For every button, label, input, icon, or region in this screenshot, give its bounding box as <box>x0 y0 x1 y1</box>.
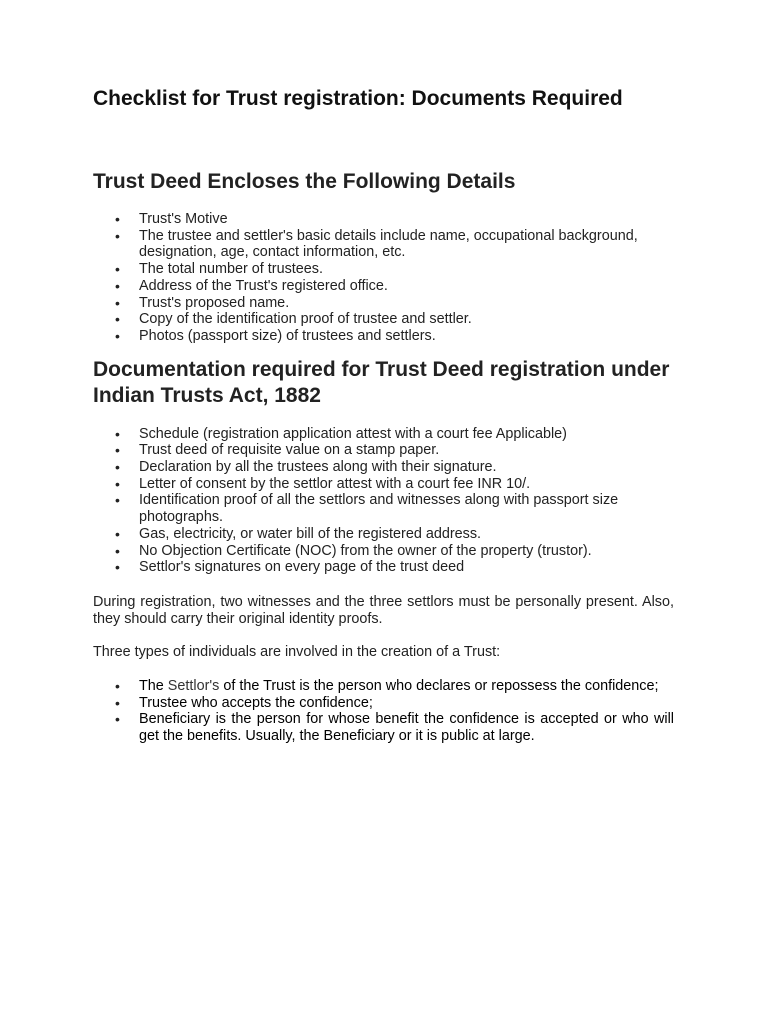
individual-types-list <box>93 678 674 745</box>
list-item: • Settlor's signatures on every page of the trust deed <box>139 559 674 576</box>
list-item: • Gas, electricity, or water bill of the registered address. <box>139 526 674 543</box>
list-item: • No Objection Certificate (NOC) from the owner of the property (trustor). <box>139 543 674 560</box>
individual-types-paragraph: Three types of individuals are involved in the creation of a Trust: <box>93 644 501 661</box>
list-item: • Trust's Motive <box>139 211 674 228</box>
list-item-trustee: • Trustee who accepts the confidence; <box>139 695 674 712</box>
list-item: • Identification proof of all the settlors and witnesses along with passport size photographs. <box>139 492 674 525</box>
list-item: • Trust's proposed name. <box>139 295 674 312</box>
section-heading-trust-deed-details: Trust Deed Encloses the Following Details <box>93 170 516 193</box>
settlor-link[interactable]: Settlor's <box>167 678 220 695</box>
list-item: • The trustee and settler's basic details include name, occupational background, designation, age, contact information, etc. <box>139 228 674 261</box>
list-item-beneficiary: • Beneficiary is the person for whose benefit the confidence is accepted or who will get the benefits. Usually, the Beneficiary or it is public at large. <box>139 711 674 744</box>
list-item-settlor <box>139 678 674 695</box>
documentation-required-list <box>93 426 674 576</box>
section-heading-documentation-required: Documentation required for Trust Deed registration under Indian Trusts Act, 1882 <box>93 357 670 407</box>
settlor-suffix: of the Trust is the person who declares or repossess the confidence; <box>219 678 659 695</box>
list-item: • Photos (passport size) of trustees and settlers. <box>139 328 674 345</box>
list-item: • The total number of trustees. <box>139 261 674 278</box>
settlor-prefix: The <box>139 678 168 695</box>
document-title: Checklist for Trust registration: Documents Required <box>93 87 623 110</box>
trust-deed-details-list <box>93 211 674 345</box>
list-item: • Address of the Trust's registered office. <box>139 278 674 295</box>
registration-witness-paragraph: During registration, two witnesses and the three settlors must be personally present. Also, they should carry their original identity proofs. <box>93 593 674 627</box>
list-item: • Copy of the identification proof of trustee and settler. <box>139 311 674 328</box>
list-item: • Schedule (registration application attest with a court fee Applicable) <box>139 426 674 443</box>
list-item: • Trust deed of requisite value on a stamp paper. <box>139 442 674 459</box>
list-item: • Letter of consent by the settlor attest with a court fee INR 10/. <box>139 476 674 493</box>
list-item: • Declaration by all the trustees along with their signature. <box>139 459 674 476</box>
